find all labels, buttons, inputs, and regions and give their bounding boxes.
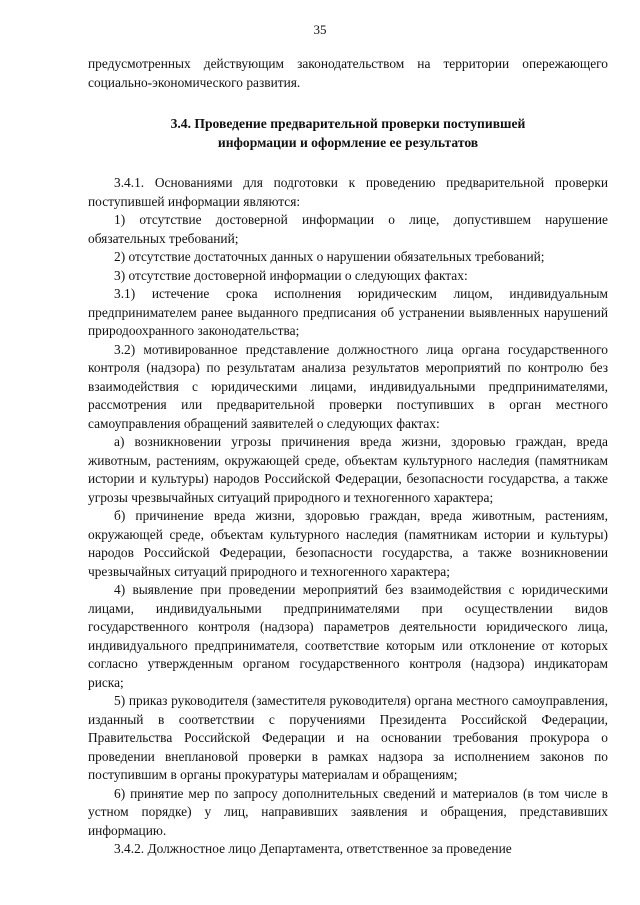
paragraph: 1) отсутствие достоверной информации о лице, допустившем нарушение обязательных требований; bbox=[88, 212, 608, 246]
paragraph: б) причинение вреда жизни, здоровью граждан, вреда животным, растениям, окружающей среде, объектам культурного наследия (памятникам истории и культуры) народов Российской Федерации, безопасности государства, а также возникновении чрезвычайных ситуаций природного и техногенного характера; bbox=[88, 508, 608, 579]
paragraph: 3.4.1. Основаниями для подготовки к проведению предварительной проверки поступившей информации являются: bbox=[88, 175, 608, 209]
paragraph-continuation: предусмотренных действующим законодательством на территории опережающего социально-экономического развития. bbox=[88, 56, 608, 90]
paragraph: 3) отсутствие достоверной информации о следующих фактах: bbox=[114, 267, 468, 283]
section-heading-line-2: информации и оформление ее результатов bbox=[217, 134, 479, 150]
section-heading-line-1: 3.4. Проведение предварительной проверки поступившей bbox=[170, 116, 526, 131]
paragraph: 3.4.2. Должностное лицо Департамента, ответственное за проведение bbox=[114, 841, 512, 856]
section-heading bbox=[88, 115, 608, 152]
paragraph: 2) отсутствие достаточных данных о нарушении обязательных требований; bbox=[114, 249, 545, 264]
paragraph: 3.2) мотивированное представление должностного лица органа государственного контроля (надзора) по результатам анализа результатов мероприятий по контролю без взаимодействия с юридическими лицами, индивидуальными предпринимателями, рассмотрения или предварительной проверки поступивших в орган местного самоуправления обращений заявителей о следующих фактах: bbox=[88, 341, 608, 431]
paragraph: 3.1) истечение срока исполнения юридическим лицом, индивидуальным предпринимателем ранее выданного предписания об устранении выявленных нарушений природоохранного законодательства; bbox=[88, 286, 608, 338]
paragraph: 6) принятие мер по запросу дополнительных сведений и материалов (в том числе в устном порядке) у лиц, направивших заявления и обращения, представивших информацию. bbox=[88, 785, 608, 838]
paragraph: а) возникновении угрозы причинения вреда жизни, здоровью граждан, вреда животным, растениям, окружающей среде, объектам культурного наследия (памятникам истории и культуры) народов Российской Федерации, безопасности государства, а также угрозы чрезвычайных ситуаций природного и техногенного характера; bbox=[88, 434, 608, 505]
paragraph: 4) выявление при проведении мероприятий без взаимодействия с юридическими лицами, индивидуальными предпринимателями при осуществлении видов государственного контроля (надзора) параметров деятельности юридического лица, индивидуального предпринимателя, соответствие которым или отклонение от которых согласно утвержденным органом государственного контроля (надзора) индикаторам риска; bbox=[88, 582, 608, 690]
document-body bbox=[88, 55, 608, 859]
page-number: 35 bbox=[313, 22, 327, 37]
paragraph: 5) приказ руководителя (заместителя руководителя) органа местного самоуправления, изданный в соответствии с поручениями Президента Российской Федерации, Правительства Российской Федерации и на основании требования прокурора о проведении внеплановой проверки в рамках надзора за исполнением законов по поступившим в органы прокуратуры материалам и обращениям; bbox=[88, 693, 608, 782]
